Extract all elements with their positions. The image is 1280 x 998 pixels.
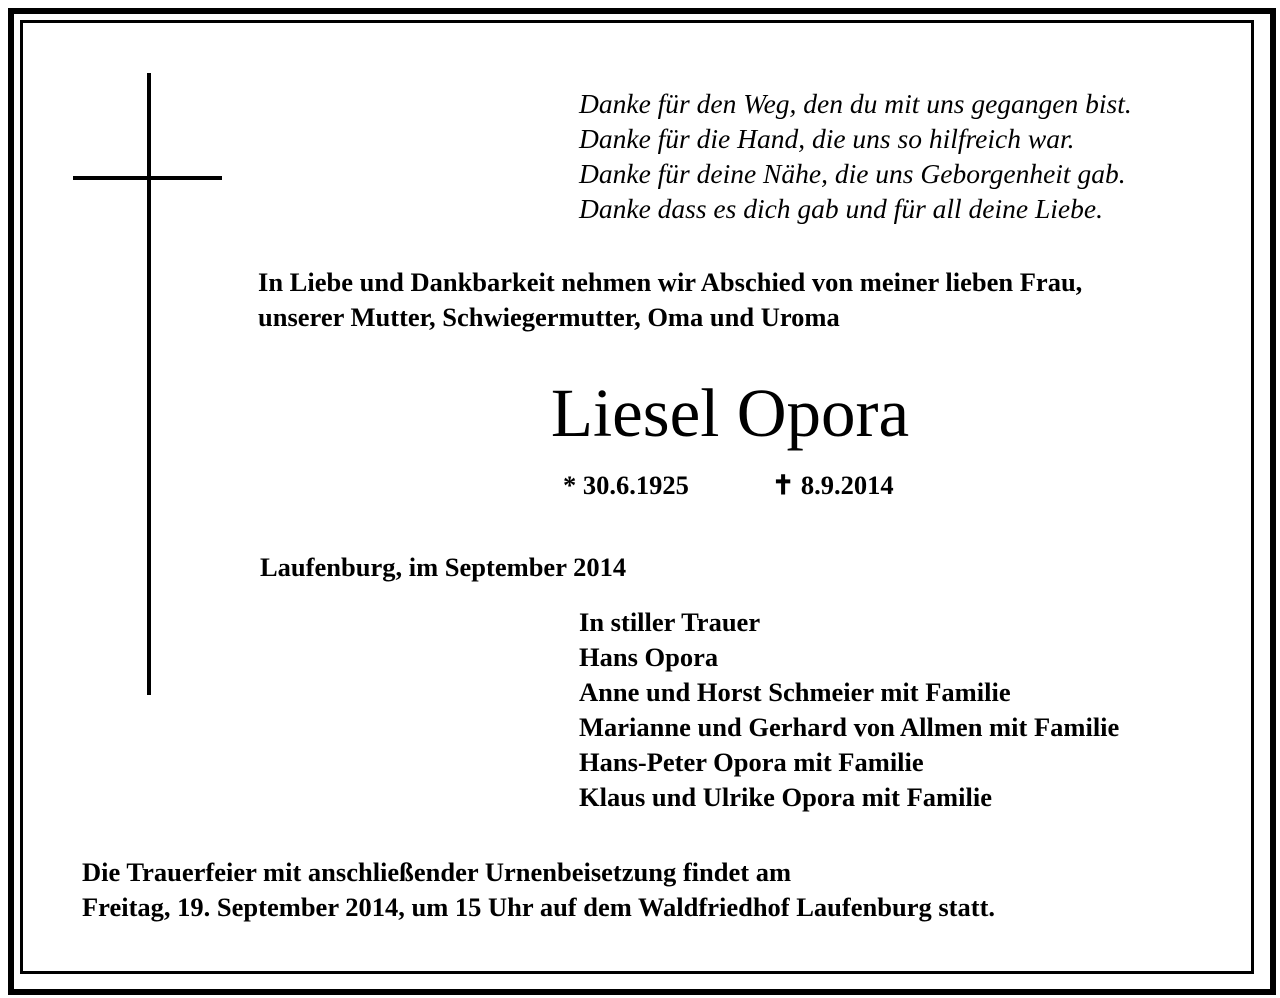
mourner-line: Hans Opora xyxy=(579,642,719,672)
intro-text xyxy=(258,265,1082,335)
poem-line: Danke für deine Nähe, die uns Geborgenheit gab. xyxy=(579,158,1126,189)
place-date: Laufenburg, im September 2014 xyxy=(260,552,627,582)
funeral-line: Die Trauerfeier mit anschließender Urnenbeisetzung findet am xyxy=(82,857,792,887)
poem-line: Danke für den Weg, den du mit uns gegangen bist. xyxy=(579,88,1132,119)
mourner-line: In stiller Trauer xyxy=(579,607,761,637)
mourners-list xyxy=(579,605,1119,815)
cross-icon-bar xyxy=(73,176,222,180)
mourner-line: Hans-Peter Opora mit Familie xyxy=(579,747,924,777)
deceased-name: Liesel Opora xyxy=(550,375,910,451)
poem xyxy=(579,86,1132,226)
poem-line: Danke dass es dich gab und für all deine Liebe. xyxy=(579,193,1103,224)
birth-date: * 30.6.1925 xyxy=(563,470,689,500)
mourner-line: Marianne und Gerhard von Allmen mit Familie xyxy=(579,712,1120,742)
funeral-notice xyxy=(82,855,995,925)
funeral-line: Freitag, 19. September 2014, um 15 Uhr auf dem Waldfriedhof Laufenburg statt. xyxy=(82,892,996,922)
poem-line: Danke für die Hand, die uns so hilfreich war. xyxy=(579,123,1075,154)
mourner-line: Klaus und Ulrike Opora mit Familie xyxy=(579,782,992,812)
intro-line: In Liebe und Dankbarkeit nehmen wir Abschied von meiner lieben Frau, xyxy=(258,267,1083,297)
mourner-line: Anne und Horst Schmeier mit Familie xyxy=(579,677,1011,707)
death-date: ✝ 8.9.2014 xyxy=(772,470,894,500)
intro-line: unserer Mutter, Schwiegermutter, Oma und Uroma xyxy=(258,302,840,332)
